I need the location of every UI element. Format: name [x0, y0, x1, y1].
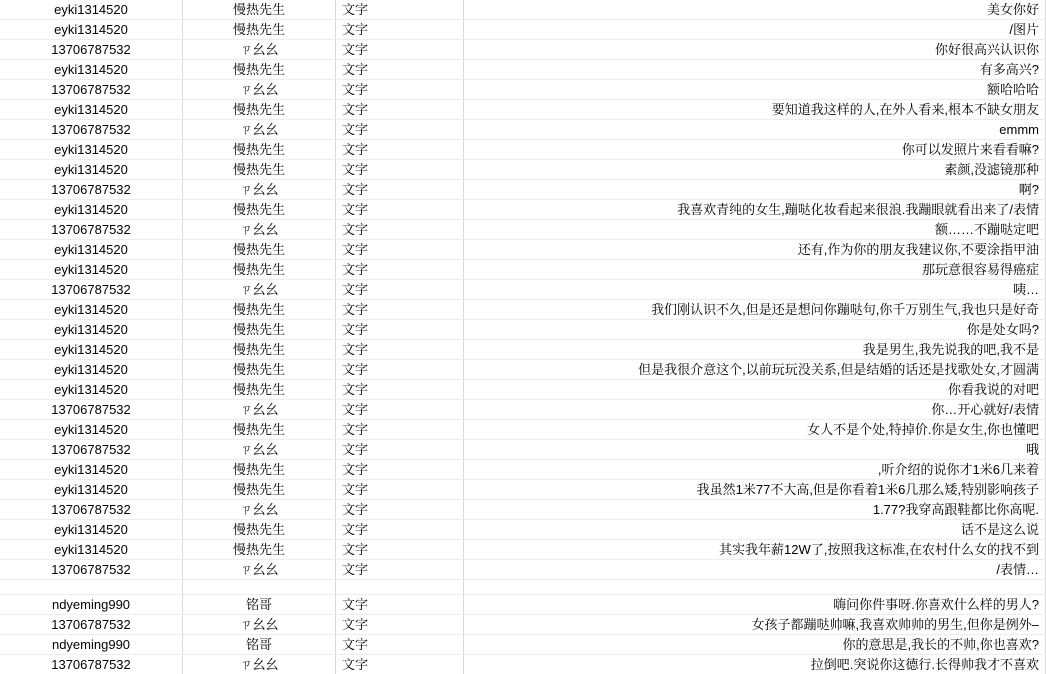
table-row: [0, 20, 1046, 40]
message-cell: 素颜,没滤镜那种: [464, 160, 1046, 180]
table-cell-empty: [464, 580, 1046, 595]
nickname-cell: 慢热先生: [183, 100, 336, 120]
account-cell: eyki1314520: [0, 260, 183, 280]
account-cell: eyki1314520: [0, 200, 183, 220]
nickname-cell: ㄗ幺幺: [183, 440, 336, 460]
message-cell: 你可以发照片来看看嘛?: [464, 140, 1046, 160]
account-cell: eyki1314520: [0, 340, 183, 360]
message-cell: 咦…: [464, 280, 1046, 300]
nickname-cell: 慢热先生: [183, 540, 336, 560]
nickname-cell: 慢热先生: [183, 480, 336, 500]
nickname-cell: 慢热先生: [183, 140, 336, 160]
table-row: [0, 420, 1046, 440]
table-row: [0, 595, 1046, 615]
table-row: [0, 340, 1046, 360]
nickname-cell: 慢热先生: [183, 240, 336, 260]
message-type-cell: 文字: [336, 460, 464, 480]
message-type-cell: 文字: [336, 60, 464, 80]
message-cell: 你的意思是,我长的不帅,你也喜欢?: [464, 635, 1046, 655]
table-row: [0, 0, 1046, 20]
table-cell-empty: [0, 580, 183, 595]
message-type-cell: 文字: [336, 420, 464, 440]
message-type-cell: 文字: [336, 360, 464, 380]
table-row: [0, 100, 1046, 120]
nickname-cell: 慢热先生: [183, 520, 336, 540]
message-cell: 拉倒吧.突说你这德行.长得帅我才不喜欢: [464, 655, 1046, 674]
table-cell-empty: [183, 580, 336, 595]
account-cell: eyki1314520: [0, 360, 183, 380]
message-type-cell: 文字: [336, 520, 464, 540]
message-type-cell: 文字: [336, 180, 464, 200]
message-type-cell: 文字: [336, 240, 464, 260]
table-row: [0, 240, 1046, 260]
message-cell: 你…开心就好/表情: [464, 400, 1046, 420]
table-row: [0, 220, 1046, 240]
message-type-cell: 文字: [336, 300, 464, 320]
table-row: [0, 200, 1046, 220]
table-row: [0, 320, 1046, 340]
message-type-cell: 文字: [336, 20, 464, 40]
account-cell: eyki1314520: [0, 20, 183, 40]
message-type-cell: 文字: [336, 280, 464, 300]
table-row: [0, 180, 1046, 200]
table-row: [0, 40, 1046, 60]
nickname-cell: ㄗ幺幺: [183, 280, 336, 300]
message-cell: 额哈哈哈: [464, 80, 1046, 100]
table-row: [0, 540, 1046, 560]
nickname-cell: 慢热先生: [183, 160, 336, 180]
message-cell: 要知道我这样的人,在外人看来,根本不缺女朋友: [464, 100, 1046, 120]
message-type-cell: 文字: [336, 100, 464, 120]
nickname-cell: ㄗ幺幺: [183, 500, 336, 520]
nickname-cell: 铭哥: [183, 635, 336, 655]
account-cell: 13706787532: [0, 180, 183, 200]
message-cell: 1.77?我穿高跟鞋都比你高呢.: [464, 500, 1046, 520]
account-cell: 13706787532: [0, 560, 183, 580]
message-cell: ,听介绍的说你才1米6几来着: [464, 460, 1046, 480]
message-type-cell: 文字: [336, 655, 464, 674]
message-cell: 啊?: [464, 180, 1046, 200]
table-row: [0, 120, 1046, 140]
message-cell: 我们刚认识不久,但是还是想问你蹦哒句,你千万别生气,我也只是好奇: [464, 300, 1046, 320]
message-type-cell: 文字: [336, 320, 464, 340]
message-type-cell: 文字: [336, 480, 464, 500]
account-cell: ndyeming990: [0, 595, 183, 615]
message-cell: 美女你好: [464, 0, 1046, 20]
nickname-cell: 慢热先生: [183, 260, 336, 280]
message-cell: 嗨问你件事呀.你喜欢什么样的男人?: [464, 595, 1046, 615]
message-cell: 有多高兴?: [464, 60, 1046, 80]
account-cell: 13706787532: [0, 655, 183, 674]
message-type-cell: 文字: [336, 340, 464, 360]
message-type-cell: 文字: [336, 160, 464, 180]
nickname-cell: 慢热先生: [183, 200, 336, 220]
nickname-cell: ㄗ幺幺: [183, 180, 336, 200]
table-row: [0, 380, 1046, 400]
message-type-cell: 文字: [336, 615, 464, 635]
message-type-cell: 文字: [336, 260, 464, 280]
account-cell: 13706787532: [0, 120, 183, 140]
message-type-cell: 文字: [336, 120, 464, 140]
table-row: [0, 300, 1046, 320]
nickname-cell: 铭哥: [183, 595, 336, 615]
account-cell: eyki1314520: [0, 160, 183, 180]
nickname-cell: ㄗ幺幺: [183, 120, 336, 140]
message-cell: 你看我说的对吧: [464, 380, 1046, 400]
account-cell: 13706787532: [0, 615, 183, 635]
table-cell-empty: [336, 580, 464, 595]
table-row: [0, 560, 1046, 580]
nickname-cell: 慢热先生: [183, 0, 336, 20]
account-cell: eyki1314520: [0, 60, 183, 80]
message-cell: 女人不是个处,特掉价.你是女生,你也懂吧: [464, 420, 1046, 440]
table-row: [0, 480, 1046, 500]
message-type-cell: 文字: [336, 200, 464, 220]
message-type-cell: 文字: [336, 80, 464, 100]
table-row: [0, 260, 1046, 280]
account-cell: 13706787532: [0, 400, 183, 420]
message-type-cell: 文字: [336, 220, 464, 240]
account-cell: eyki1314520: [0, 140, 183, 160]
message-cell: 我虽然1米77不大高,但是你看着1米6几那么矮,特别影响孩子: [464, 480, 1046, 500]
message-cell: 我是男生,我先说我的吧,我不是: [464, 340, 1046, 360]
table-row: [0, 160, 1046, 180]
message-cell: 其实我年薪12W了,按照我这标准,在农村什么女的找不到: [464, 540, 1046, 560]
message-type-cell: 文字: [336, 400, 464, 420]
nickname-cell: 慢热先生: [183, 60, 336, 80]
table-row: [0, 500, 1046, 520]
account-cell: eyki1314520: [0, 460, 183, 480]
table-row: [0, 460, 1046, 480]
table-row: [0, 615, 1046, 635]
table-row: [0, 80, 1046, 100]
message-cell: emmm: [464, 120, 1046, 140]
nickname-cell: 慢热先生: [183, 300, 336, 320]
table-row: [0, 360, 1046, 380]
account-cell: eyki1314520: [0, 380, 183, 400]
message-type-cell: 文字: [336, 440, 464, 460]
account-cell: eyki1314520: [0, 0, 183, 20]
account-cell: 13706787532: [0, 80, 183, 100]
message-cell: 但是我很介意这个,以前玩玩没关系,但是结婚的话还是找歌处女,才圆满: [464, 360, 1046, 380]
table-row: [0, 520, 1046, 540]
nickname-cell: ㄗ幺幺: [183, 615, 336, 635]
nickname-cell: 慢热先生: [183, 380, 336, 400]
account-cell: eyki1314520: [0, 520, 183, 540]
nickname-cell: 慢热先生: [183, 460, 336, 480]
message-type-cell: 文字: [336, 140, 464, 160]
nickname-cell: ㄗ幺幺: [183, 655, 336, 674]
table-row: [0, 635, 1046, 655]
message-type-cell: 文字: [336, 635, 464, 655]
account-cell: eyki1314520: [0, 420, 183, 440]
account-cell: 13706787532: [0, 40, 183, 60]
table-row: [0, 280, 1046, 300]
table-row: [0, 655, 1046, 674]
nickname-cell: ㄗ幺幺: [183, 80, 336, 100]
message-type-cell: 文字: [336, 40, 464, 60]
message-cell: 女孩子都蹦哒帅嘛,我喜欢帅帅的男生,但你是例外–: [464, 615, 1046, 635]
account-cell: 13706787532: [0, 500, 183, 520]
message-cell: 我喜欢青纯的女生,蹦哒化妆看起来很浪.我蹦眼就看出来了/表情: [464, 200, 1046, 220]
message-cell: 哦: [464, 440, 1046, 460]
table-row: [0, 140, 1046, 160]
table-row-spacer: [0, 580, 1046, 595]
nickname-cell: 慢热先生: [183, 360, 336, 380]
account-cell: eyki1314520: [0, 240, 183, 260]
account-cell: eyki1314520: [0, 100, 183, 120]
message-cell: 话不是这么说: [464, 520, 1046, 540]
message-cell: 你好很高兴认识你: [464, 40, 1046, 60]
nickname-cell: ㄗ幺幺: [183, 220, 336, 240]
message-type-cell: 文字: [336, 595, 464, 615]
account-cell: eyki1314520: [0, 540, 183, 560]
message-cell: 还有,作为你的朋友我建议你,不要涂指甲油: [464, 240, 1046, 260]
message-type-cell: 文字: [336, 380, 464, 400]
message-type-cell: 文字: [336, 540, 464, 560]
account-cell: 13706787532: [0, 280, 183, 300]
nickname-cell: 慢热先生: [183, 20, 336, 40]
message-cell: 你是处女吗?: [464, 320, 1046, 340]
message-cell: /表情…: [464, 560, 1046, 580]
account-cell: ndyeming990: [0, 635, 183, 655]
nickname-cell: ㄗ幺幺: [183, 560, 336, 580]
table-row: [0, 60, 1046, 80]
message-cell: /图片: [464, 20, 1046, 40]
nickname-cell: 慢热先生: [183, 420, 336, 440]
table-row: [0, 440, 1046, 460]
table-row: [0, 400, 1046, 420]
account-cell: 13706787532: [0, 440, 183, 460]
message-type-cell: 文字: [336, 500, 464, 520]
message-cell: 额……不蹦哒定吧: [464, 220, 1046, 240]
nickname-cell: ㄗ幺幺: [183, 400, 336, 420]
account-cell: eyki1314520: [0, 300, 183, 320]
message-cell: 那玩意很容易得癌症: [464, 260, 1046, 280]
account-cell: eyki1314520: [0, 320, 183, 340]
nickname-cell: ㄗ幺幺: [183, 40, 336, 60]
account-cell: 13706787532: [0, 220, 183, 240]
message-type-cell: 文字: [336, 560, 464, 580]
nickname-cell: 慢热先生: [183, 320, 336, 340]
nickname-cell: 慢热先生: [183, 340, 336, 360]
message-type-cell: 文字: [336, 0, 464, 20]
account-cell: eyki1314520: [0, 480, 183, 500]
